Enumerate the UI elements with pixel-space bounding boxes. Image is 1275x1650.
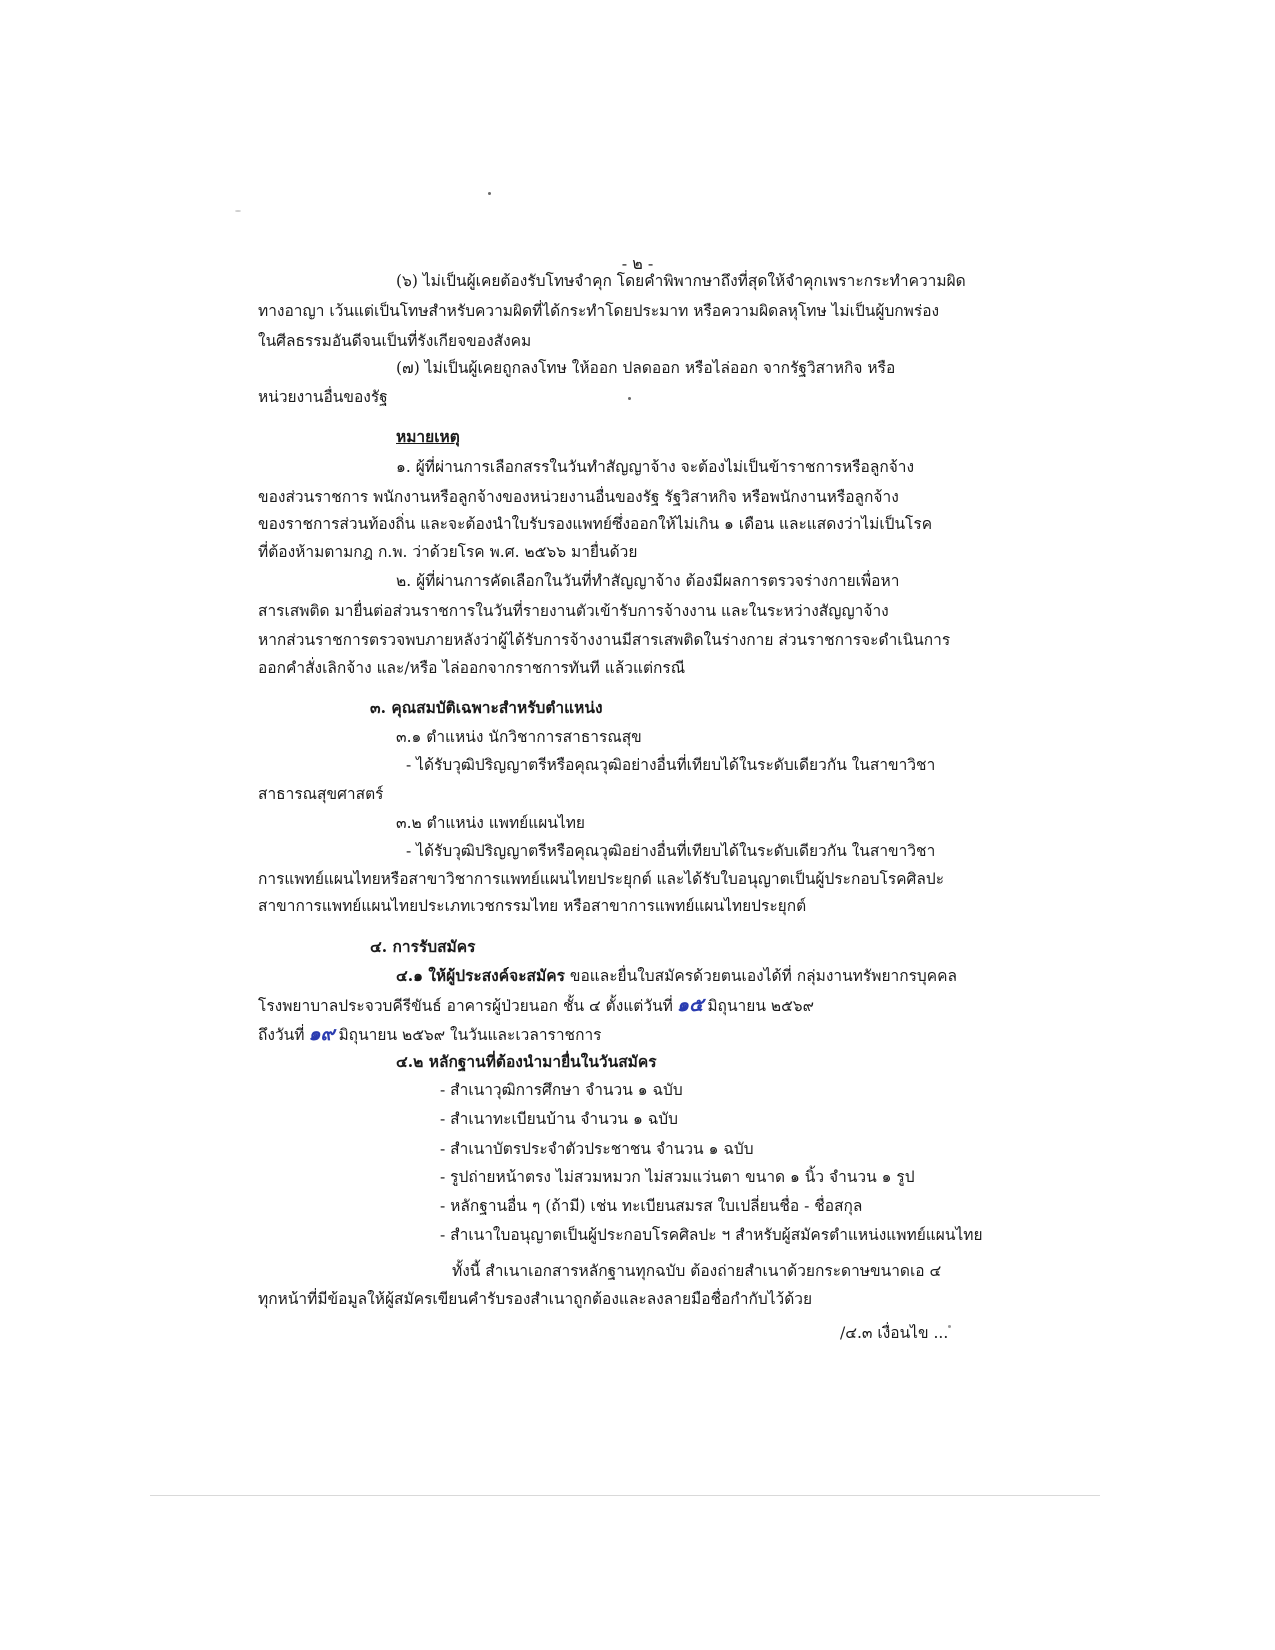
note-1-line-3: ของราชการส่วนท้องถิ่น และจะต้องนำใบรับรองแพทย์ซึ่งออกให้ไม่เกิน ๑ เดือน และแสดงว่าไม่เป็นโรค xyxy=(258,515,933,533)
para-4-1-lead: ๔.๑ ให้ผู้ประสงค์จะสมัคร xyxy=(396,966,565,985)
position-3-1-line-2: สาธารณสุขศาสตร์ xyxy=(258,785,384,803)
doc-list-item: - สำเนาใบอนุญาตเป็นผู้ประกอบโรคศิลปะ ฯ สำหรับผู้สมัครตำแหน่งแพทย์แผนไทย xyxy=(440,1226,983,1244)
scan-speck xyxy=(628,397,631,400)
page-bottom-rule xyxy=(150,1495,1100,1496)
position-3-2-line-1: - ได้รับวุฒิปริญญาตรีหรือคุณวุฒิอย่างอื่นที่เทียบได้ในระดับเดียวกัน ในสาขาวิชา xyxy=(406,842,936,860)
closing-line-1: ทั้งนี้ สำเนาเอกสารหลักฐานทุกฉบับ ต้องถ่ายสำเนาด้วยกระดาษขนาดเอ ๔ xyxy=(452,1262,942,1280)
item-7-line-1: (๗) ไม่เป็นผู้เคยถูกลงโทษ ให้ออก ปลดออก หรือไล่ออก จากรัฐวิสาหกิจ หรือ xyxy=(396,359,896,377)
page-number: - ๒ - xyxy=(621,254,654,273)
position-3-2-line-3: สาขาการแพทย์แผนไทยประเภทเวชกรรมไทย หรือสาขาการแพทย์แผนไทยประยุกต์ xyxy=(258,897,807,915)
item-6-line-2-text: ทางอาญา เว้นแต่เป็นโทษสำหรับความผิดที่ได้กระทำโดยประมาท หรือความผิดลหุโทษ ไม่เป็นผู้บกพร่อง xyxy=(258,302,940,320)
position-3-2-line-2: การแพทย์แผนไทยหรือสาขาวิชาการแพทย์แผนไทยประยุกต์ และได้รับใบอนุญาตเป็นผู้ประกอบโรคศิลปะ xyxy=(258,870,945,888)
scan-speck xyxy=(488,192,491,195)
doc-list-item: - สำเนาทะเบียนบ้าน จำนวน ๑ ฉบับ xyxy=(440,1110,678,1128)
closing-line-2: ทุกหน้าที่มีข้อมูลให้ผู้สมัครเขียนคำรับรองสำเนาถูกต้องและลงลายมือชื่อกำกับไว้ด้วย xyxy=(258,1290,813,1308)
doc-list-item: - สำเนาวุฒิการศึกษา จำนวน ๑ ฉบับ xyxy=(440,1081,683,1099)
para-4-1-line-1 xyxy=(396,963,957,989)
para-4-1-line-3 xyxy=(258,1021,601,1048)
doc-list-item: - สำเนาบัตรประจำตัวประชาชน จำนวน ๑ ฉบับ xyxy=(440,1140,754,1158)
item-7-line-2: หน่วยงานอื่นของรัฐ xyxy=(258,388,388,406)
item-6-line-2 xyxy=(258,298,952,324)
note-1-line-1: ๑. ผู้ที่ผ่านการเลือกสรรในวันทำสัญญาจ้าง จะต้องไม่เป็นข้าราชการหรือลูกจ้าง xyxy=(396,458,915,476)
para-4-1-rest: ขอและยื่นใบสมัครด้วยตนเองได้ที่ กลุ่มงานทรัพยากรบุคคล xyxy=(569,967,958,985)
handwritten-start-day: ๑๕ xyxy=(676,994,704,1016)
para-4-2-heading: ๔.๒ หลักฐานที่ต้องนำมายื่นในวันสมัคร xyxy=(396,1052,657,1071)
scan-speck xyxy=(235,210,241,212)
note-2-line-1: ๒. ผู้ที่ผ่านการคัดเลือกในวันที่ทำสัญญาจ้าง ต้องมีผลการตรวจร่างกายเพื่อหา xyxy=(396,572,900,590)
para-4-1-line-3-b: มิถุนายน ๒๕๖๙ ในวันและเวลาราชการ xyxy=(338,1026,602,1044)
item-6-line-1: (๖) ไม่เป็นผู้เคยต้องรับโทษจำคุก โดยคำพิพากษาถึงที่สุดให้จำคุกเพราะกระทำความผิด xyxy=(396,272,966,290)
para-4-1-line-3-a: ถึงวันที่ xyxy=(258,1026,305,1044)
note-1-line-2: ของส่วนราชการ พนักงานหรือลูกจ้างของหน่วยงานอื่นของรัฐ รัฐวิสาหกิจ หรือพนักงานหรือลูกจ้าง xyxy=(258,488,899,506)
note-2-line-2: สารเสพติด มายื่นต่อส่วนราชการในวันที่รายงานตัวเข้ารับการจ้างงาน และในระหว่างสัญญาจ้าง xyxy=(258,602,889,620)
section-4-heading: ๔. การรับสมัคร xyxy=(370,937,476,956)
item-6-line-3: ในศีลธรรมอันดีจนเป็นที่รังเกียจของสังคม xyxy=(258,332,532,350)
note-1-line-4: ที่ต้องห้ามตามกฎ ก.พ. ว่าด้วยโรค พ.ศ. ๒๕๖๖ มายื่นด้วย xyxy=(258,543,638,561)
notes-title: หมายเหตุ xyxy=(396,427,460,446)
para-4-1-line-2 xyxy=(258,992,814,1019)
para-4-1-line-2-a: โรงพยาบาลประจวบคีรีขันธ์ อาคารผู้ป่วยนอก ชั้น ๔ ตั้งแต่วันที่ xyxy=(258,997,673,1015)
scan-speck xyxy=(948,1325,951,1328)
section-3-heading: ๓. คุณสมบัติเฉพาะสำหรับตำแหน่ง xyxy=(370,698,603,717)
note-2-line-3: หากส่วนราชการตรวจพบภายหลังว่าผู้ได้รับการจ้างงานมีสารเสพติดในร่างกาย ส่วนราชการจะดำเนินการ xyxy=(258,631,951,649)
position-3-1-line-1: - ได้รับวุฒิปริญญาตรีหรือคุณวุฒิอย่างอื่นที่เทียบได้ในระดับเดียวกัน ในสาขาวิชา xyxy=(406,756,936,774)
continuation-marker: /๔.๓ เงื่อนไข ... xyxy=(840,1324,949,1342)
note-2-line-4: ออกคำสั่งเลิกจ้าง และ/หรือ ไล่ออกจากราชการทันที แล้วแต่กรณี xyxy=(258,659,686,677)
handwritten-end-day: ๑๙ xyxy=(308,1023,335,1045)
position-3-2-title: ๓.๒ ตำแหน่ง แพทย์แผนไทย xyxy=(396,814,586,832)
para-4-1-line-2-b: มิถุนายน ๒๕๖๙ xyxy=(707,997,814,1015)
position-3-1-title: ๓.๑ ตำแหน่ง นักวิชาการสาธารณสุข xyxy=(396,728,642,746)
doc-list-item: - รูปถ่ายหน้าตรง ไม่สวมหมวก ไม่สวมแว่นตา ขนาด ๑ นิ้ว จำนวน ๑ รูป xyxy=(440,1168,915,1186)
doc-list-item: - หลักฐานอื่น ๆ (ถ้ามี) เช่น ทะเบียนสมรส ใบเปลี่ยนชื่อ - ชื่อสกุล xyxy=(440,1197,863,1215)
